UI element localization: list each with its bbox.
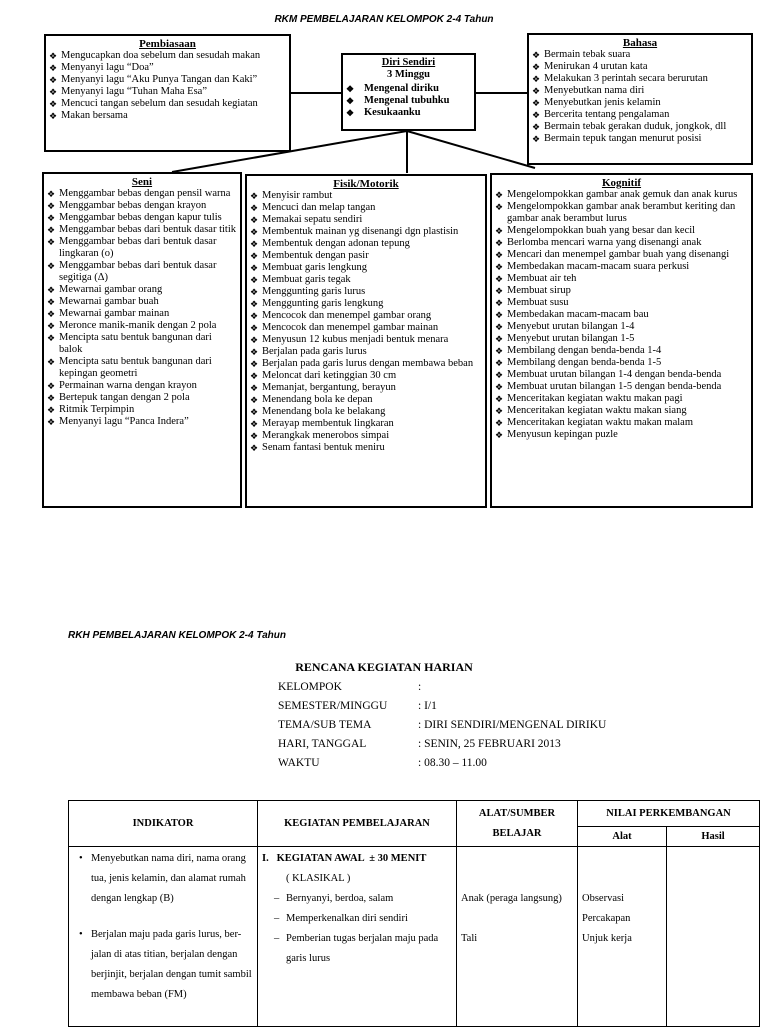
list-item: ❖ Membuat garis tegak [250,274,351,285]
list-item: ❖ Membilang dengan benda-benda 1-5 [495,357,662,368]
list-item: ❖ Mewarnai gambar buah [47,296,159,307]
list-item: ❖ Permainan warna dengan krayon [47,380,197,391]
diamond-bullet-icon: ❖ [250,347,259,357]
diamond-bullet-icon: ❖ [250,191,259,201]
list-item: ❖ Berlomba mencari warna yang disenangi anak [495,237,702,248]
kegiatan-item: – Memperkenalkan diri sendiri [274,913,408,924]
diamond-bullet-icon: ❖ [495,274,504,284]
list-item: ❖ Menyanyi lagu “Aku Punya Tangan dan Kaki” [49,74,258,85]
header-alat: Alat [578,827,667,847]
list-item: ❖ Membuat sirup [495,285,571,296]
list-item: ❖ Membuat urutan bilangan 1-5 dengan benda-benda [495,381,722,392]
pembiasaan-box [44,34,291,152]
diamond-bullet-icon: ❖ [49,63,58,73]
nilai-hasil-cell [667,847,760,1027]
diamond-bullet-icon: ❖ [495,394,504,404]
diamond-bullet-icon: ❖ [495,310,504,320]
diamond-bullet-icon: ❖ [49,75,58,85]
list-item: ❖ Menceritakan kegiatan waktu makan pagi [495,393,683,404]
alat-cell [457,847,578,1027]
kegiatan-cell [258,847,457,1027]
header-indikator: INDIKATOR [69,801,258,847]
nilai-alat-cell [578,847,667,1027]
meta-row: KELOMPOK : [278,681,422,693]
list-item: ❖ Menyanyi lagu “Tuhan Maha Esa” [49,86,207,97]
kognitif-box [490,173,753,508]
center-list [346,83,471,119]
diamond-bullet-icon: ❖ [49,87,58,97]
list-item: ❖ Bermain tepuk tangan menurut posisi [532,133,702,144]
list-item: ❖ Mencipta satu bentuk bangunan dari balok [47,332,212,355]
diamond-bullet-icon: ❖ [495,322,504,332]
list-item: ❖ Mengucapkan doa sebelum dan sesudah makan [49,50,261,61]
meta-row: TEMA/SUB TEMA : DIRI SENDIRI/MENGENAL DIRIKU [278,719,607,731]
list-item: ❖ Membedakan macam-macam suara perkusi [495,261,690,272]
diamond-bullet-icon: ❖ [495,346,504,356]
list-item: ❖ Menggambar bebas dengan kapur tulis [47,212,222,223]
diamond-bullet-icon: ❖ [47,309,56,319]
list-item: ❖ Mencari dan menempel gambar buah yang disenangi [495,249,730,260]
list-item: ❖ Menggambar bebas dengan pensil warna [47,188,231,199]
indikator-item: • Berjalan maju pada garis lurus, ber-jalan di atas titian, berjalan dengan berjinjit, berjalan dengan tumit sambil membawa beban (FM) [79,929,252,1000]
center-subtitle: 3 Minggu [387,69,430,80]
diamond-bullet-icon: ❖ [495,298,504,308]
list-item: ❖ Berjalan pada garis lurus [250,346,367,357]
diamond-bullet-icon: ❖ [250,335,259,345]
list-item: ❖ Merangkak menerobos simpai [250,430,390,441]
list-item: ❖ Membilang dengan benda-benda 1-4 [495,345,662,356]
diamond-bullet-icon: ❖ [495,358,504,368]
list-item: ❖ Menyebut urutan bilangan 1-5 [495,333,635,344]
header-nilai: NILAI PERKEMBANGAN [578,801,760,827]
list-item: ❖ Ritmik Terpimpin [47,404,135,415]
list-item: ❖ Mewarnai gambar orang [47,284,163,295]
list-item: ❖ Membedakan macam-macam bau [495,309,649,320]
diamond-bullet-icon: ❖ [250,203,259,213]
diamond-bullet-icon: ❖ [47,261,56,271]
diamond-bullet-icon: ❖ [47,297,56,307]
diamond-bullet-icon: ❖ [49,111,58,121]
diamond-bullet-icon: ❖ [532,62,541,72]
diamond-bullet-icon: ❖ [49,99,58,109]
list-item: ❖ Mencipta satu bentuk bangunan dari kepingan geometri [47,356,212,379]
rkm-title: RKM PEMBELAJARAN KELOMPOK 2-4 Tahun [274,14,494,25]
list-item: ❖ Menyanyi lagu “Doa” [49,62,154,73]
kegiatan-heading: I. KEGIATAN AWAL ± 30 MENIT [262,853,427,864]
indikator-cell [69,847,258,1027]
fisik-box [245,174,487,508]
list-item: ❖ Menyebut urutan bilangan 1-4 [495,321,635,332]
list-item: ❖ Mencuci tangan sebelum dan sesudah kegiatan [49,98,258,109]
diamond-bullet-icon: ❖ [250,371,259,381]
diamond-bullet-icon: ❖ [532,110,541,120]
list-item: ❖ Mewarnai gambar mainan [47,308,170,319]
list-item: ❖ Mencocok dan menempel gambar mainan [250,322,439,333]
bahasa-title: Bahasa [622,37,658,49]
diamond-bullet-icon: ❖ [250,359,259,369]
nilai-item: Observasi [582,893,624,904]
list-item: ❖ Berjalan pada garis lurus dengan membawa beban [250,358,474,369]
bahasa-list [532,49,748,145]
diamond-bullet-icon: ❖ [495,370,504,380]
list-item: ❖ Mencuci dan melap tangan [250,202,376,213]
diamond-bullet-icon: ❖ [495,334,504,344]
kognitif-list [495,189,748,441]
list-item: ❖ Menceritakan kegiatan waktu makan malam [495,417,694,428]
list-item: ❖ Menggambar bebas dari bentuk dasar segitiga (Δ) [47,260,217,283]
list-item: ❖ Memakai sepatu sendiri [250,214,363,225]
list-item: ❖ Memanjat, bergantung, berayun [250,382,396,393]
diamond-bullet-icon: ❖ [47,417,56,427]
kegiatan-item: – Bernyanyi, berdoa, salam [274,893,394,904]
diamond-bullet-icon: ❖ [346,108,355,118]
diamond-bullet-icon: ❖ [250,299,259,309]
diamond-bullet-icon: ❖ [250,323,259,333]
seni-list [47,188,237,428]
list-item: ❖ Makan bersama [49,110,128,121]
diamond-bullet-icon: ❖ [47,321,56,331]
list-item: ❖ Menceritakan kegiatan waktu makan siang [495,405,687,416]
diamond-bullet-icon: ❖ [250,215,259,225]
diamond-bullet-icon: ❖ [47,213,56,223]
diamond-bullet-icon: ❖ [495,406,504,416]
diamond-bullet-icon: ❖ [250,275,259,285]
list-item: ❖ Menggambar bebas dari bentuk dasar titik [47,224,236,235]
rkh-table [68,800,760,1027]
diamond-bullet-icon: ❖ [532,122,541,132]
kognitif-title: Kognitif [601,177,642,189]
list-item: ❖ Mengelompokkan buah yang besar dan kecil [495,225,696,236]
kegiatan-item: – Pemberian tugas berjalan maju pada garis lurus [274,933,439,964]
header-hasil: Hasil [667,827,760,847]
list-item: ❖ Mengenal diriku [346,83,439,94]
list-item: ❖ Mengelompokkan gambar anak berambut keriting dan gambar anak berambut lurus [495,201,736,224]
seni-title: Seni [131,176,153,188]
alat-item: Tali [461,933,478,944]
diamond-bullet-icon: ❖ [250,407,259,417]
list-item: ❖ Membuat susu [495,297,569,308]
list-item: ❖ Menggambar bebas dengan krayon [47,200,207,211]
diamond-bullet-icon: ❖ [250,431,259,441]
meta-row: WAKTU : 08.30 – 11.00 [278,757,487,769]
list-item: ❖ Membuat urutan bilangan 1-4 dengan benda-benda [495,369,722,380]
diamond-bullet-icon: ❖ [495,262,504,272]
rkh-heading: RENCANA KEGIATAN HARIAN [295,660,473,674]
meta-block [278,678,606,773]
diamond-bullet-icon: ❖ [532,134,541,144]
diamond-bullet-icon: ❖ [346,84,355,94]
list-item: ❖ Menggunting garis lengkung [250,298,384,309]
list-item: ❖ Membentuk mainan yg disenangi dgn plastisin [250,226,459,237]
diamond-bullet-icon: ❖ [495,238,504,248]
diamond-bullet-icon: ❖ [47,333,56,343]
seni-box [42,172,242,508]
list-item: ❖ Bertepuk tangan dengan 2 pola [47,392,190,403]
nilai-item: Unjuk kerja [582,933,632,944]
list-item: ❖ Meloncat dari ketinggian 30 cm [250,370,397,381]
diamond-bullet-icon: ❖ [495,190,504,200]
diamond-bullet-icon: ❖ [495,202,504,212]
list-item: ❖ Mencocok dan menempel gambar orang [250,310,432,321]
list-item: ❖ Menyebutkan jenis kelamin [532,97,661,108]
header-kegiatan: KEGIATAN PEMBELAJARAN [258,801,457,847]
list-item: ❖ Kesukaanku [346,107,421,118]
list-item: ❖ Menendang bola ke depan [250,394,373,405]
diamond-bullet-icon: ❖ [47,381,56,391]
pembiasaan-title: Pembiasaan [139,38,196,50]
list-item: ❖ Membuat air teh [495,273,577,284]
diamond-bullet-icon: ❖ [250,383,259,393]
diamond-bullet-icon: ❖ [495,226,504,236]
nilai-item: Percakapan [582,913,631,924]
diamond-bullet-icon: ❖ [346,96,355,106]
list-item: ❖ Menggambar bebas dari bentuk dasar lingkaran (o) [47,236,217,259]
diamond-bullet-icon: ❖ [250,311,259,321]
diamond-bullet-icon: ❖ [495,250,504,260]
diamond-bullet-icon: ❖ [532,86,541,96]
diamond-bullet-icon: ❖ [47,357,56,367]
diamond-bullet-icon: ❖ [47,405,56,415]
diamond-bullet-icon: ❖ [495,382,504,392]
fisik-list [250,190,482,454]
diamond-bullet-icon: ❖ [250,239,259,249]
diamond-bullet-icon: ❖ [250,443,259,453]
list-item: ❖ Senam fantasi bentuk meniru [250,442,385,453]
alat-item: Anak (peraga langsung) [461,893,562,904]
diamond-bullet-icon: ❖ [250,395,259,405]
list-item: ❖ Bermain tebak gerakan duduk, jongkok, dll [532,121,727,132]
list-item: ❖ Membentuk dengan adonan tepung [250,238,410,249]
diamond-bullet-icon: ❖ [495,286,504,296]
diamond-bullet-icon: ❖ [47,201,56,211]
diamond-bullet-icon: ❖ [532,50,541,60]
meta-row: HARI, TANGGAL : SENIN, 25 FEBRUARI 2013 [278,738,561,750]
list-item: ❖ Menyisir rambut [250,190,333,201]
list-item: ❖ Bercerita tentang pengalaman [532,109,670,120]
diamond-bullet-icon: ❖ [495,418,504,428]
list-item: ❖ Melakukan 3 perintah secara berurutan [532,73,708,84]
indikator-item: • Menyebutkan nama diri, nama orang tua, jenis kelamin, dan alamat rumah dengan lengkap (B) [79,853,246,904]
diamond-bullet-icon: ❖ [49,51,58,61]
rkh-title: RKH PEMBELAJARAN KELOMPOK 2-4 Tahun [68,630,286,641]
diamond-bullet-icon: ❖ [250,287,259,297]
diamond-bullet-icon: ❖ [250,227,259,237]
diamond-bullet-icon: ❖ [47,285,56,295]
diamond-bullet-icon: ❖ [47,393,56,403]
diamond-bullet-icon: ❖ [47,189,56,199]
list-item: ❖ Mengenal tubuhku [346,95,450,106]
list-item: ❖ Membentuk dengan pasir [250,250,369,261]
list-item: ❖ Menendang bola ke belakang [250,406,386,417]
list-item: ❖ Menirukan 4 urutan kata [532,61,648,72]
diamond-bullet-icon: ❖ [495,430,504,440]
bahasa-box [527,33,753,165]
list-item: ❖ Mengelompokkan gambar anak gemuk dan anak kurus [495,189,738,200]
list-item: ❖ Membuat garis lengkung [250,262,367,273]
pembiasaan-list [49,50,286,122]
header-alat-sumber: ALAT/SUMBER BELAJAR [457,801,578,847]
diamond-bullet-icon: ❖ [250,251,259,261]
center-topic-box [341,53,476,131]
diamond-bullet-icon: ❖ [250,419,259,429]
diamond-bullet-icon: ❖ [47,225,56,235]
diamond-bullet-icon: ❖ [532,98,541,108]
diamond-bullet-icon: ❖ [47,237,56,247]
list-item: ❖ Bermain tebak suara [532,49,631,60]
list-item: ❖ Menyanyi lagu “Panca Indera” [47,416,189,427]
list-item: ❖ Menyusun 12 kubus menjadi bentuk menara [250,334,449,345]
kegiatan-sub: ( KLASIKAL ) [286,873,351,884]
list-item: ❖ Menyebutkan nama diri [532,85,645,96]
meta-row: SEMESTER/MINGGU : I/1 [278,700,437,712]
diamond-bullet-icon: ❖ [250,263,259,273]
center-title: Diri Sendiri [381,57,436,68]
list-item: ❖ Meronce manik-manik dengan 2 pola [47,320,217,331]
list-item: ❖ Menggunting garis lurus [250,286,366,297]
list-item: ❖ Merayap membentuk lingkaran [250,418,394,429]
diamond-bullet-icon: ❖ [532,74,541,84]
fisik-title: Fisik/Motorik [333,178,399,190]
list-item: ❖ Menyusun kepingan puzle [495,429,618,440]
